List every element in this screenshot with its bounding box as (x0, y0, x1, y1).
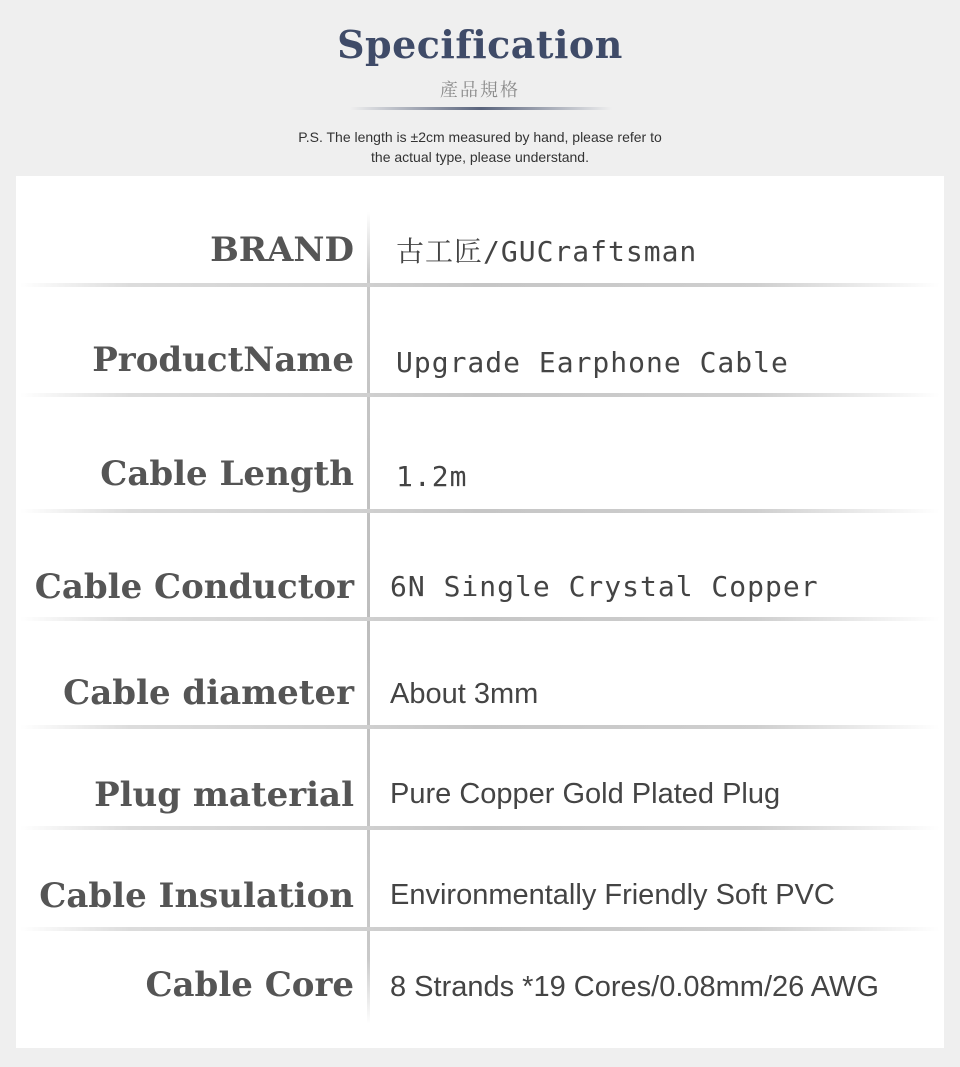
spec-value: Pure Copper Gold Plated Plug (390, 778, 781, 810)
row-divider (20, 509, 940, 513)
row-divider (20, 393, 940, 397)
row-divider (20, 927, 940, 931)
row-divider (20, 617, 940, 621)
spec-value: About 3mm (390, 678, 539, 710)
note-line-1: P.S. The length is ±2cm measured by hand, please refer to (298, 129, 662, 145)
row-divider (20, 725, 940, 729)
spec-label: Cable Insulation (39, 876, 354, 916)
spec-label: Cable Core (145, 965, 354, 1005)
row-divider (20, 826, 940, 830)
spec-label: BRAND (210, 230, 354, 270)
row-divider (20, 283, 940, 287)
spec-value: 1.2m (396, 460, 468, 493)
spec-label: Plug material (94, 775, 354, 815)
page-subtitle: 產品規格 (440, 80, 520, 101)
spec-label: ProductName (92, 340, 354, 380)
spec-header (0, 0, 960, 176)
note-line-2: the actual type, please understand. (371, 149, 589, 165)
spec-value: Environmentally Friendly Soft PVC (390, 879, 835, 911)
spec-value: 8 Strands *19 Cores/0.08mm/26 AWG (390, 971, 879, 1003)
spec-label: Cable Conductor (34, 567, 354, 607)
title-divider (350, 107, 612, 110)
spec-label: Cable Length (100, 454, 354, 494)
page-title: Specification (337, 22, 623, 67)
spec-label: Cable diameter (63, 673, 354, 713)
spec-value: Upgrade Earphone Cable (396, 346, 789, 379)
spec-value: 6N Single Crystal Copper (390, 570, 819, 603)
spec-table (16, 176, 944, 1048)
length-note (0, 127, 960, 167)
spec-value: 古工匠/GUCraftsman (396, 235, 698, 268)
